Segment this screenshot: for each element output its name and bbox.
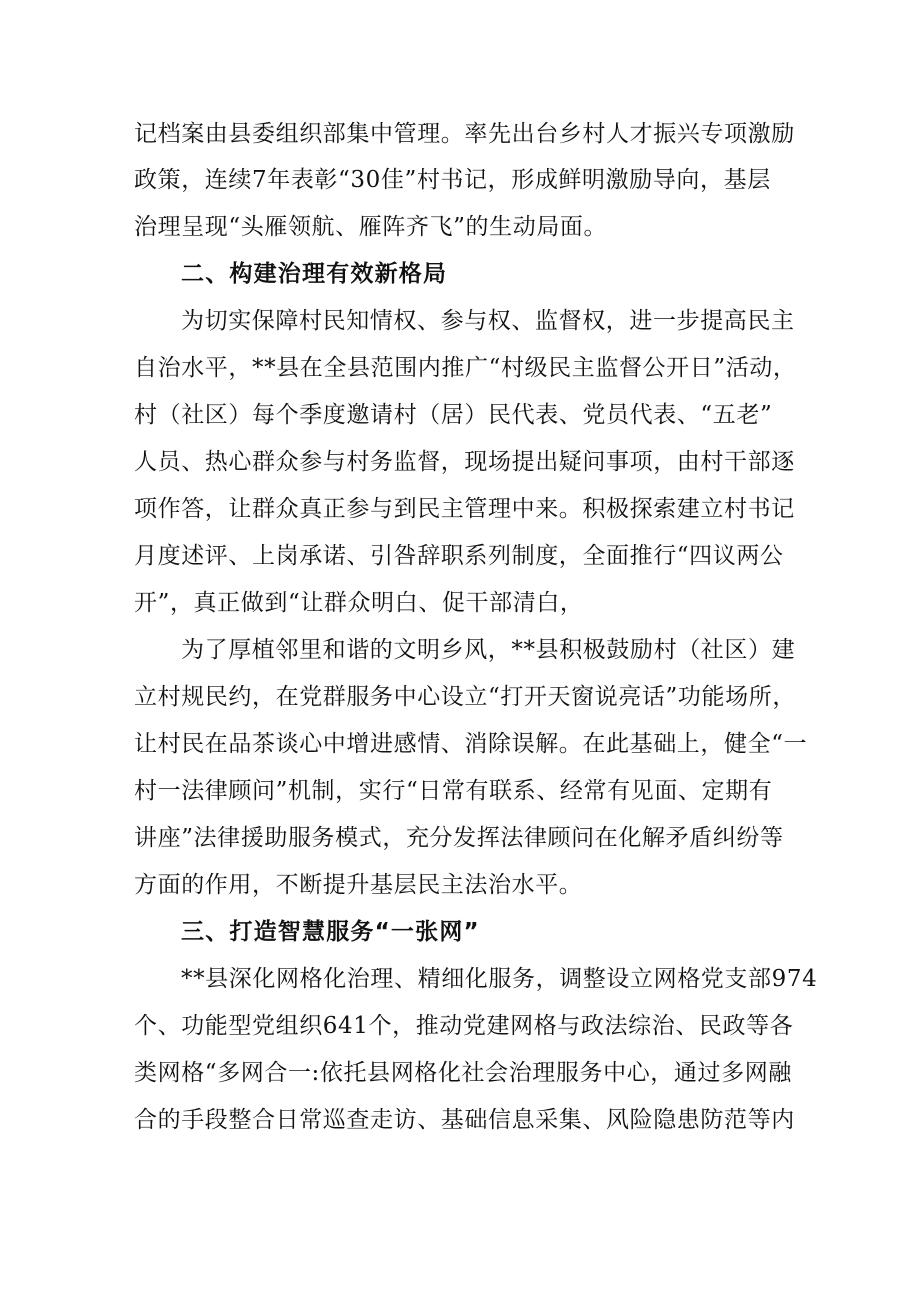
paragraph-line: 项作答，让群众真正参与到民主管理中来。积极探索建立村书记 (134, 496, 795, 522)
paragraph-line: 个、功能型党组织641个，推动党建网格与政法综治、民政等各 (134, 1013, 794, 1039)
paragraph-line: 为切实保障村民知情权、参与权、监督权，进一步提高民主 (181, 308, 795, 334)
paragraph-line: 为了厚植邻里和谐的文明乡风，**县积极鼓励村（社区）建 (181, 637, 796, 663)
paragraph-line: 开”，真正做到“让群众明白、促干部清白， (134, 590, 584, 616)
paragraph-line: 合的手段整合日常巡查走访、基础信息采集、风险隐患防范等内 (134, 1107, 795, 1133)
paragraph-line: 人员、热心群众参与村务监督，现场提出疑问事项，由村干部逐 (134, 449, 795, 475)
paragraph-line: 政策，连续7年表彰“30佳”村书记，形成鲜明激励导向，基层 (134, 167, 771, 193)
paragraph-line: 月度述评、上岗承诺、引咎辞职系列制度，全面推行“四议两公 (134, 543, 784, 569)
paragraph-line: 方面的作用，不断提升基层民主法治水平。 (134, 872, 583, 898)
paragraph-line: 村（社区）每个季度邀请村（居）民代表、党员代表、“五老” (134, 402, 773, 428)
paragraph-line: 类网格“多网合一:依托县网格化社会治理服务中心，通过多网融 (134, 1060, 792, 1086)
paragraph-line: 立村规民约，在党群服务中心设立“打开天窗说亮话”功能场所， (134, 684, 796, 710)
section-heading-2: 二、构建治理有效新格局 (181, 261, 448, 287)
paragraph-line: 记档案由县委组织部集中管理。率先出台乡村人才振兴专项激励 (134, 121, 795, 147)
paragraph-line: **县深化网格化治理、精细化服务，调整设立网格党支部974 (181, 966, 818, 992)
paragraph-line: 治理呈现“头雁领航、雁阵齐飞”的生动局面。 (134, 214, 608, 240)
paragraph-line: 让村民在品茶谈心中增进感情、消除误解。在此基础上，健全“一 (134, 731, 808, 757)
paragraph-line: 讲座”法律援助服务模式，充分发挥法律顾问在化解矛盾纠纷等 (134, 825, 784, 851)
paragraph-line: 自治水平，**县在全县范围内推广“村级民主监督公开日”活动， (134, 355, 797, 381)
paragraph-line: 村一法律顾问”机制，实行“日常有联系、经常有见面、定期有 (134, 778, 773, 804)
section-heading-3: 三、打造智慧服务“一张网” (181, 919, 480, 945)
